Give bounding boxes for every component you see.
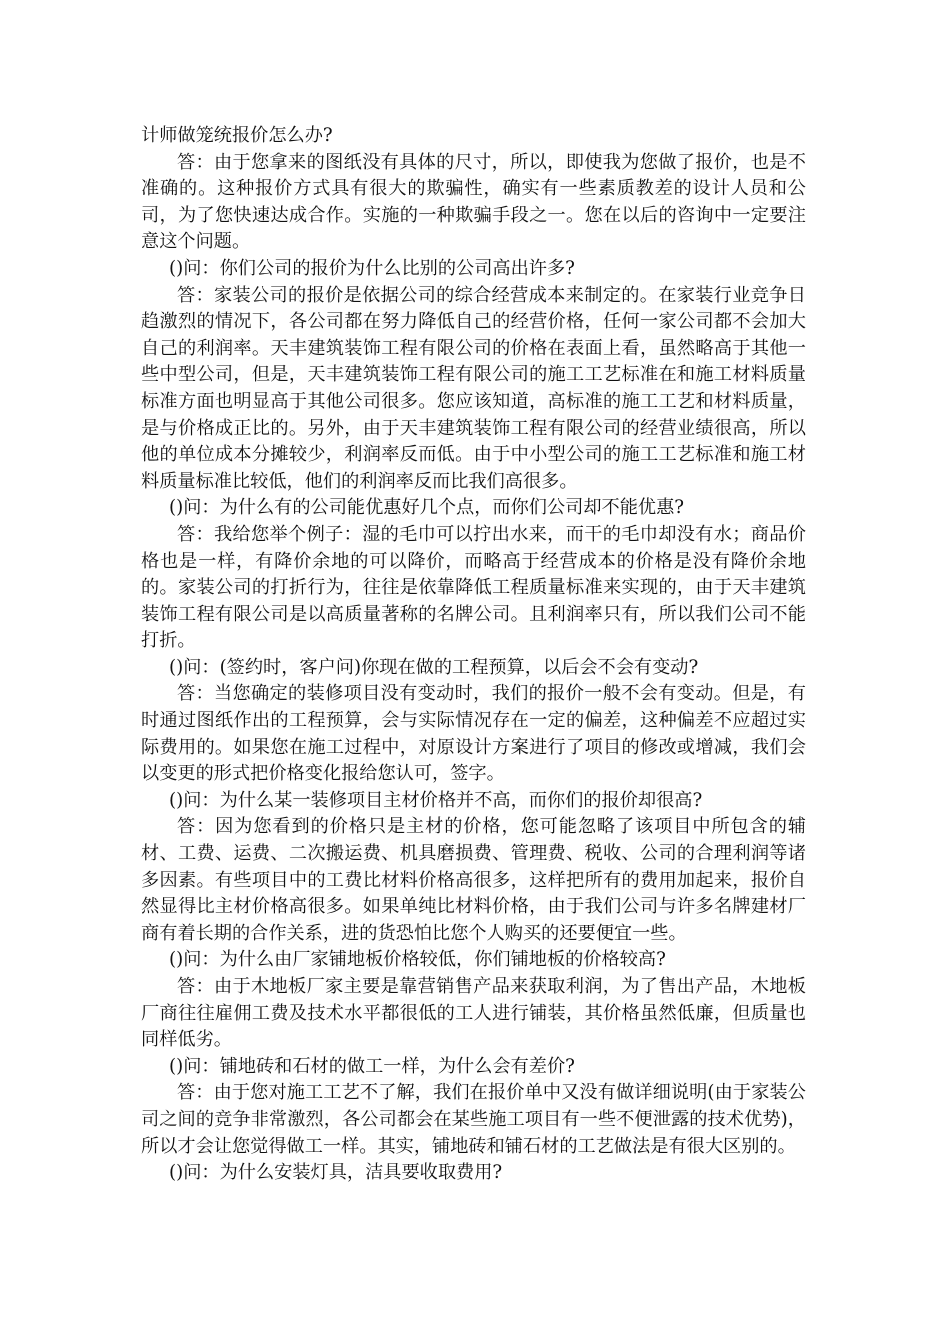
document-body: [141, 123, 806, 1187]
question-paragraph: ()问：为什么某一装修项目主材价格并不高，而你们的报价却很高?: [169, 789, 703, 811]
question-paragraph: ()问：为什么安装灯具，洁具要收取费用?: [169, 1162, 503, 1184]
answer-paragraph: 答：当您确定的装修项目没有变动时，我们的报价一般不会有变动。但是，有时通过图纸作出的工程预算，会与实际情况存在一定的偏差，这种偏差不应超过实际费用的。如果您在施工过程中，对原设计方案进行了项目的修改或增减，我们会以变更的形式把价格变化报给您认可，签字。: [141, 683, 806, 785]
question-paragraph: ()问：铺地砖和石材的做工一样，为什么会有差价?: [169, 1055, 575, 1077]
answer-paragraph: 答：由于您对施工工艺不了解，我们在报价单中又没有做详细说明(由于家装公司之间的竞争非常激烈，各公司都会在某些施工项目有一些不便泄露的技术优势)，所以才会让您觉得做工一样。其实，铺地砖和铺石材的工艺做法是有很大区别的。: [141, 1082, 806, 1157]
text-continuation: 计师做笼统报价怎么办?: [141, 125, 333, 146]
answer-paragraph: 答：我给您举个例子：湿的毛巾可以拧出水来，而干的毛巾却没有水；商品价格也是一样，有降价余地的可以降价，而略高于经营成本的价格是没有降价余地的。家装公司的打折行为，往往是依靠降低工程质量标准来实现的，由于天丰建筑装饰工程有限公司是以高质量著称的名牌公司。且利润率只有，所以我们公司不能打折。: [141, 523, 806, 652]
question-paragraph: ()问：为什么有的公司能优惠好几个点，而你们公司却不能优惠?: [169, 497, 685, 519]
answer-paragraph: 答：家装公司的报价是依据公司的综合经营成本来制定的。在家装行业竞争日趋激烈的情况下，各公司都在努力降低自己的经营价格，任何一家公司都不会加大自己的利润率。天丰建筑装饰工程有限公司的价格在表面上看，虽然略高于其他一些中型公司，但是，天丰建筑装饰工程有限公司的施工工艺标准在和施工材料质量标准方面也明显高于其他公司很多。您应该知道，高标准的施工工艺和材料质量，是与价格成正比的。另外，由于天丰建筑装饰工程有限公司的经营业绩很高，所以他的单位成本分摊较少，利润率反而低。由于中小型公司的施工工艺标准和施工材料质量标准比较低，他们的利润率反而比我们高很多。: [141, 284, 806, 492]
question-paragraph: ()问：为什么由厂家铺地板价格较低，你们铺地板的价格较高?: [169, 949, 666, 971]
answer-paragraph: 答：因为您看到的价格只是主材的价格，您可能忽略了该项目中所包含的辅材、工费、运费、二次搬运费、机具磨损费、管理费、税收、公司的合理利润等诸多因素。有些项目中的工费比材料价格高很多，这样把所有的费用加起来，报价自然显得比主材价格高很多。如果单纯比材料价格，由于我们公司与许多名牌建材厂商有着长期的合作关系，进的货恐怕比您个人购买的还要便宜一些。: [141, 816, 806, 944]
answer-paragraph: 答：由于您拿来的图纸没有具体的尺寸，所以，即使我为您做了报价，也是不准确的。这种报价方式具有很大的欺骗性，确实有一些素质教差的设计人员和公司，为了您快速达成合作。实施的一种欺骗手段之一。您在以后的咨询中一定要注意这个问题。: [141, 151, 806, 253]
answer-paragraph: 答：由于木地板厂家主要是靠营销售产品来获取利润，为了售出产品，木地板厂商往往雇佣工费及技术水平都很低的工人进行铺装，其价格虽然低廉，但质量也同样低劣。: [141, 976, 806, 1051]
question-paragraph: ()问：你们公司的报价为什么比别的公司高出许多?: [169, 257, 575, 279]
question-paragraph: ()问：(签约时，客户问)你现在做的工程预算，以后会不会有变动?: [169, 656, 699, 678]
